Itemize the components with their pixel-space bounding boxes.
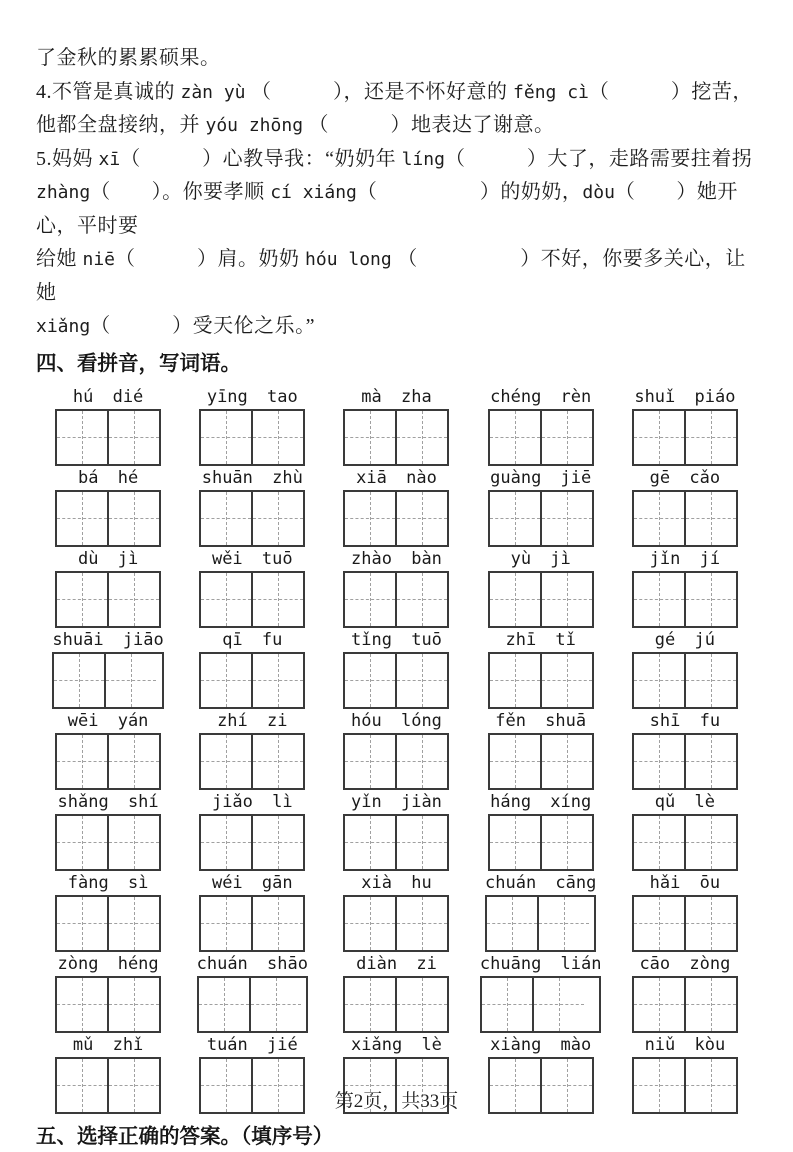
writing-box — [55, 490, 161, 547]
section-4-heading: 四、看拼音，写词语。 — [36, 351, 241, 375]
chinese-text: （ ）不好，你要多关心，让她 — [36, 248, 746, 304]
writing-square — [395, 978, 447, 1031]
writing-square — [634, 573, 684, 626]
writing-box — [488, 409, 594, 466]
pinyin-label: wěi tuō — [211, 548, 293, 569]
writing-box — [632, 409, 738, 466]
writing-square — [107, 897, 159, 950]
pinyin-word-cell — [343, 710, 449, 790]
writing-square — [490, 816, 540, 869]
pinyin-label: shī fu — [649, 710, 721, 731]
writing-square — [199, 978, 249, 1031]
pinyin-label: jǐn jí — [649, 548, 721, 569]
writing-square — [540, 573, 592, 626]
writing-square — [540, 411, 592, 464]
pinyin-label: wēi yán — [67, 710, 149, 731]
writing-square — [201, 735, 251, 788]
chinese-text: （ ）大了，走路需要拄着拐 — [444, 147, 753, 170]
page-number: 第2页，共33页 — [334, 1091, 459, 1112]
writing-square — [540, 492, 592, 545]
writing-square — [634, 492, 684, 545]
writing-square — [251, 492, 303, 545]
writing-square — [634, 411, 684, 464]
text-line — [36, 76, 757, 110]
writing-square — [540, 735, 592, 788]
pinyin-label: chuán cāng — [485, 872, 597, 893]
pinyin-label: xià hu — [361, 872, 432, 893]
writing-square — [395, 492, 447, 545]
pinyin-label: hú dié — [72, 386, 144, 407]
pinyin-word-cell — [488, 467, 594, 547]
pinyin-word-cell — [632, 953, 738, 1033]
writing-square — [482, 978, 532, 1031]
chinese-text: 了金秋的累累硕果。 — [36, 47, 221, 69]
writing-square — [57, 492, 107, 545]
writing-square — [201, 816, 251, 869]
writing-box — [343, 814, 449, 871]
pinyin-label: wéi gān — [211, 872, 293, 893]
writing-square — [201, 492, 251, 545]
pinyin-label: xiàng mào — [490, 1034, 592, 1055]
chinese-text: （ ）她开心，平时要 — [36, 181, 738, 237]
writing-box — [485, 895, 596, 952]
writing-square — [345, 411, 395, 464]
pinyin-label: hóu lóng — [351, 710, 442, 731]
writing-box — [343, 652, 449, 709]
pinyin-word-cell — [632, 548, 738, 628]
pinyin-label: mǔ zhǐ — [72, 1034, 144, 1055]
writing-square — [395, 735, 447, 788]
pinyin-label: chuán shāo — [196, 953, 308, 974]
writing-square — [251, 411, 303, 464]
writing-square — [57, 816, 107, 869]
chinese-text: 给她 — [36, 248, 83, 270]
writing-square — [540, 654, 592, 707]
pinyin-label: xiǎng lè — [351, 1034, 442, 1055]
pinyin-text: yóu zhōng — [205, 115, 304, 136]
pinyin-word-cell — [488, 386, 594, 466]
writing-square — [107, 816, 159, 869]
pinyin-label: gē cǎo — [649, 467, 721, 488]
pinyin-word-cell — [343, 548, 449, 628]
writing-square — [395, 411, 447, 464]
writing-square — [57, 897, 107, 950]
writing-square — [634, 654, 684, 707]
writing-box — [52, 652, 163, 709]
writing-square — [684, 411, 736, 464]
writing-square — [107, 735, 159, 788]
pinyin-word-cell — [343, 629, 449, 709]
writing-box — [488, 571, 594, 628]
chinese-text: （ ）心教导我：“奶奶年 — [120, 147, 402, 170]
writing-square — [107, 978, 159, 1031]
writing-box — [632, 490, 738, 547]
writing-box — [343, 733, 449, 790]
pinyin-label: tǐng tuō — [351, 629, 442, 650]
chinese-text: （ ）的奶奶， — [356, 181, 583, 203]
pinyin-label: chéng rèn — [490, 386, 592, 407]
writing-square — [251, 573, 303, 626]
writing-square — [684, 735, 736, 788]
pinyin-label: yǐn jiàn — [351, 791, 442, 812]
pinyin-label: diàn zi — [356, 953, 437, 974]
pinyin-word-cell — [632, 710, 738, 790]
chinese-text: （ ）受天伦之乐。” — [90, 315, 316, 337]
pinyin-word-cell — [488, 629, 594, 709]
passage-text — [36, 42, 757, 344]
writing-box — [632, 814, 738, 871]
pinyin-word-cell — [488, 548, 594, 628]
pinyin-text: cí xiáng — [270, 182, 357, 203]
pinyin-word-cell — [488, 791, 594, 871]
pinyin-word-cell — [55, 872, 161, 952]
writing-box — [199, 895, 305, 952]
pinyin-word-cell — [199, 386, 305, 466]
pinyin-word-cell — [632, 467, 738, 547]
writing-square — [57, 573, 107, 626]
pinyin-label: shǎng shí — [57, 791, 159, 812]
pinyin-label: zhī tǐ — [505, 629, 576, 650]
pinyin-word-cell — [343, 872, 449, 952]
pinyin-word-cell — [632, 386, 738, 466]
writing-box — [55, 976, 161, 1033]
pinyin-label: zhào bàn — [351, 548, 442, 569]
writing-square — [532, 978, 584, 1031]
writing-box — [55, 895, 161, 952]
writing-box — [199, 409, 305, 466]
writing-box — [55, 571, 161, 628]
pinyin-word-cell — [632, 872, 738, 952]
pinyin-text: zhàng — [36, 182, 91, 203]
pinyin-label: chuāng lián — [479, 953, 602, 974]
pinyin-label: cāo zòng — [639, 953, 731, 974]
writing-square — [490, 573, 540, 626]
chinese-text: （ ）挖苦， — [588, 80, 753, 103]
writing-square — [345, 654, 395, 707]
writing-square — [395, 654, 447, 707]
section-5-heading: 五、选择正确的答案。（填序号） — [36, 1124, 334, 1148]
writing-square — [487, 897, 537, 950]
pinyin-label: qī fu — [222, 629, 283, 650]
writing-square — [634, 978, 684, 1031]
pinyin-word-cell — [55, 953, 161, 1033]
writing-square — [684, 654, 736, 707]
writing-box — [343, 895, 449, 952]
writing-box — [488, 652, 594, 709]
pinyin-label: shuǐ piáo — [634, 386, 736, 407]
writing-square — [201, 573, 251, 626]
writing-square — [57, 978, 107, 1031]
writing-square — [201, 411, 251, 464]
pinyin-word-cell — [55, 386, 161, 466]
writing-square — [684, 897, 736, 950]
writing-box — [199, 733, 305, 790]
writing-square — [345, 573, 395, 626]
writing-square — [537, 897, 589, 950]
text-line — [36, 109, 757, 143]
writing-square — [684, 816, 736, 869]
writing-box — [55, 733, 161, 790]
writing-square — [490, 654, 540, 707]
writing-box — [632, 652, 738, 709]
writing-box — [199, 652, 305, 709]
pinyin-label: hǎi ōu — [649, 872, 721, 893]
writing-square — [684, 573, 736, 626]
writing-square — [201, 654, 251, 707]
pinyin-label: jiǎo lì — [211, 791, 293, 812]
pinyin-label: yīng tao — [206, 386, 298, 407]
pinyin-text: niē — [82, 249, 116, 270]
writing-square — [634, 897, 684, 950]
writing-square — [634, 735, 684, 788]
pinyin-word-cell — [485, 872, 596, 952]
pinyin-word-cell — [488, 710, 594, 790]
pinyin-label: tuán jié — [206, 1034, 298, 1055]
writing-square — [540, 816, 592, 869]
pinyin-label: qǔ lè — [654, 791, 715, 812]
writing-square — [251, 897, 303, 950]
writing-square — [684, 978, 736, 1031]
pinyin-text: xiǎng — [36, 316, 91, 337]
writing-square — [345, 816, 395, 869]
pinyin-word-cell — [480, 953, 602, 1033]
writing-box — [480, 976, 602, 1033]
chinese-text: 他都全盘接纳，并 — [36, 114, 206, 136]
writing-square — [395, 816, 447, 869]
writing-square — [395, 573, 447, 626]
chinese-text: 5.妈妈 — [36, 147, 99, 170]
pinyin-word-cell — [197, 953, 308, 1033]
writing-square — [251, 654, 303, 707]
writing-box — [488, 733, 594, 790]
pinyin-text: zàn yù — [180, 81, 246, 103]
writing-square — [251, 816, 303, 869]
writing-square — [345, 735, 395, 788]
writing-square — [490, 492, 540, 545]
writing-box — [488, 490, 594, 547]
pinyin-word-cell — [55, 467, 161, 547]
pinyin-label: háng xíng — [490, 791, 592, 812]
pinyin-label: niǔ kòu — [644, 1034, 726, 1055]
pinyin-text: xī — [98, 148, 121, 170]
writing-square — [57, 411, 107, 464]
writing-square — [490, 735, 540, 788]
pinyin-label: dù jì — [78, 548, 139, 569]
pinyin-label: xiā nào — [356, 467, 437, 488]
writing-square — [107, 411, 159, 464]
pinyin-word-cell — [632, 791, 738, 871]
chinese-text: （ ），还是不怀好意的 — [245, 80, 514, 103]
text-line — [36, 310, 757, 344]
pinyin-grid — [36, 386, 757, 1114]
pinyin-label: fěn shuā — [495, 710, 587, 731]
pinyin-word-cell — [199, 548, 305, 628]
pinyin-word-cell — [199, 629, 305, 709]
pinyin-label: bá hé — [78, 467, 139, 488]
pinyin-label: mà zha — [361, 386, 432, 407]
pinyin-text: hóu long — [305, 249, 392, 270]
pinyin-word-cell — [199, 872, 305, 952]
pinyin-label: shuān zhù — [201, 467, 303, 488]
writing-square — [684, 492, 736, 545]
writing-box — [199, 571, 305, 628]
writing-square — [104, 654, 156, 707]
writing-box — [488, 814, 594, 871]
pinyin-text: fěng cì — [513, 81, 589, 103]
writing-square — [249, 978, 301, 1031]
chinese-text: （ ）。你要孝顺 — [90, 181, 271, 203]
writing-square — [54, 654, 104, 707]
pinyin-word-cell — [199, 791, 305, 871]
writing-box — [632, 571, 738, 628]
pinyin-label: fàng sì — [67, 872, 149, 893]
writing-box — [343, 571, 449, 628]
writing-square — [634, 816, 684, 869]
writing-box — [197, 976, 308, 1033]
text-line — [36, 243, 757, 310]
writing-box — [343, 976, 449, 1033]
text-line — [36, 42, 757, 76]
text-line — [36, 176, 757, 243]
pinyin-label: gé jú — [654, 629, 715, 650]
pinyin-word-cell — [343, 953, 449, 1033]
chinese-text: （ ）地表达了谢意。 — [303, 114, 555, 136]
chinese-text: 4.不管是真诚的 — [36, 80, 181, 103]
pinyin-text: dòu — [582, 182, 615, 203]
writing-box — [632, 976, 738, 1033]
writing-square — [395, 897, 447, 950]
writing-box — [199, 490, 305, 547]
writing-box — [343, 490, 449, 547]
text-line — [36, 143, 757, 177]
writing-square — [201, 897, 251, 950]
writing-box — [632, 895, 738, 952]
writing-square — [57, 735, 107, 788]
chinese-text: （ ）肩。奶奶 — [115, 248, 306, 270]
writing-box — [343, 409, 449, 466]
pinyin-label: zòng héng — [57, 953, 159, 974]
pinyin-text: líng — [401, 148, 445, 170]
writing-box — [632, 733, 738, 790]
pinyin-word-cell — [199, 467, 305, 547]
pinyin-word-cell — [55, 548, 161, 628]
writing-square — [345, 978, 395, 1031]
pinyin-word-cell — [632, 629, 738, 709]
writing-square — [251, 735, 303, 788]
pinyin-word-cell — [199, 710, 305, 790]
writing-box — [55, 409, 161, 466]
pinyin-label: shuāi jiāo — [52, 629, 164, 650]
writing-square — [345, 897, 395, 950]
pinyin-label: zhí zi — [217, 710, 288, 731]
pinyin-word-cell — [55, 710, 161, 790]
writing-square — [345, 492, 395, 545]
writing-square — [107, 573, 159, 626]
writing-square — [107, 492, 159, 545]
pinyin-word-cell — [55, 791, 161, 871]
pinyin-word-cell — [343, 791, 449, 871]
writing-square — [490, 411, 540, 464]
pinyin-label: guàng jiē — [490, 467, 592, 488]
writing-box — [199, 814, 305, 871]
pinyin-label: yù jì — [510, 548, 571, 569]
pinyin-word-cell — [343, 467, 449, 547]
pinyin-word-cell — [343, 386, 449, 466]
pinyin-word-cell — [52, 629, 163, 709]
writing-box — [55, 814, 161, 871]
